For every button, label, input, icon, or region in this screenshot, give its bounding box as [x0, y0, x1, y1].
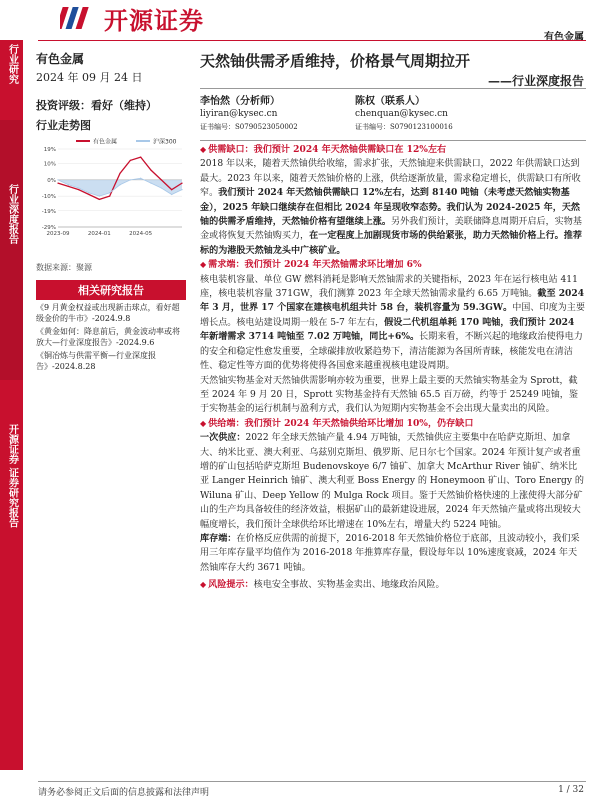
bullet-icon: ◆	[200, 580, 207, 590]
report-subtitle: ——行业深度报告	[487, 74, 584, 88]
y-tick-label: 0%	[47, 177, 56, 184]
data-point	[88, 194, 89, 195]
side-tab-research: 行业研究	[0, 40, 23, 120]
industry-name: 有色金属	[36, 52, 85, 66]
data-point	[181, 183, 182, 184]
trend-chart-title: 行业走势图	[36, 119, 91, 132]
data-point	[161, 187, 162, 188]
y-tick-label: 19%	[43, 147, 56, 153]
author-email[interactable]: liyiran@kysec.cn	[200, 109, 278, 119]
bullet-icon: ◆	[200, 260, 207, 270]
bullet-icon: ◆	[200, 418, 207, 428]
paragraph: 2018 年以来，随着天然铀供给收缩，需求扩张，天然铀迎来供需缺口，2022 年供需缺口达到最大。2023 年以来，随着天然铀价格的上涨，供给逐渐放量，需求稳定增长，供需缺口有所收窄。我们预计 2024 年天然铀供需缺口 12%左右，达到 8140 吨铀（未考虑天然铀实物基金），2025 年缺口继续存在但相比 2024 年呈现收窄态势。我们认为 2024-2025 年，天然铀的供需矛盾维持，天然铀价格有望继续上涨。另外我们预计，美联储降息周期开启后，实物基金或将恢复天然铀购买力，在一定程度上加剧现货市场的供给紧张，助力天然铀价格上行。推荐标的为港股天然铀龙头中广核矿业。	[200, 159, 582, 256]
investment-rating: 投资评级：看好（维持）	[36, 99, 157, 112]
data-point	[109, 192, 110, 193]
report-body	[200, 143, 586, 593]
report-title: 天然铀供需矛盾维持，价格景气周期拉开	[200, 52, 471, 70]
related-reports-header: 相关研究报告	[36, 280, 186, 300]
footer-disclaimer: 请务必参阅正文后面的信息披露和法律声明	[38, 788, 210, 798]
data-point	[99, 199, 100, 200]
author-email[interactable]: chenquan@kysec.cn	[355, 109, 448, 119]
related-report-item[interactable]: 《9 月黄金权益或出现新击球点，看好超级金价的牛市》-2024.9.8	[36, 303, 180, 323]
data-point	[171, 189, 172, 190]
data-point	[99, 196, 100, 197]
section-heading: ◆ 供需缺口：我们预计 2024 年天然铀供需缺口在 12%左右	[200, 144, 447, 155]
y-tick-label: 10%	[43, 161, 56, 168]
side-tab-report-type: 行业深度报告	[0, 120, 23, 380]
related-report-item[interactable]: 《铜冶炼与供需平衡—行业深度报告》-2024.8.28	[36, 351, 156, 371]
data-point	[78, 189, 79, 190]
brand-logo	[60, 2, 240, 34]
section-heading: ◆ 需求端：我们预计 2024 年天然铀需求环比增加 6%	[200, 259, 422, 271]
data-point	[130, 160, 131, 161]
header-divider	[38, 40, 586, 41]
paragraph: 天然铀实物基金对天然铀供需影响亦较为重要，世界上最主要的天然铀实物基金为 Sprott，截至 2024 年 9 月 20 日，Sprott 实物基金持有天然铀 65.5 百万磅，约等于 25249 吨铀，鉴于实物基金的运行机制与盈利方式，我们认为短期内实物基金不会出现大量卖出的风险。	[200, 375, 578, 415]
data-point	[130, 179, 131, 180]
section-heading: ◆ 供给端：我们预计 2024 年天然铀供给环比增加 10%，仍存缺口	[200, 417, 474, 429]
data-point	[88, 192, 89, 193]
data-point	[150, 170, 151, 171]
data-point	[181, 189, 182, 190]
author-cert: 证书编号：S0790523050002	[200, 123, 298, 131]
title-divider	[200, 88, 586, 89]
y-tick-label: -10%	[41, 194, 56, 201]
header-category: 有色金属	[544, 32, 584, 43]
paragraph: 库存端：在价格反应供需的前提下，2016-2018 年天然铀价格位于底部，且波动较小，我们采用三年库存量平均值作为 2016-2018 年推算库存量，假设每年以 10%速度衰减，2024 年天然铀库存大约 3671 吨铀。	[200, 532, 580, 573]
data-point	[78, 187, 79, 188]
data-point	[68, 184, 69, 185]
footer-divider	[38, 781, 586, 782]
legend-label: 沪深300	[153, 138, 177, 146]
legend-label: 有色金属	[93, 138, 118, 146]
side-tab-brand: 开源证券 证券研究报告	[0, 380, 23, 770]
x-tick-label: 2024-05	[129, 231, 153, 237]
author-card	[355, 95, 453, 134]
author-cert: 证书编号：S0790123100016	[355, 123, 453, 131]
author-name: 李怡然（分析师）	[200, 96, 280, 107]
x-tick-label: 2023-09	[46, 231, 70, 237]
related-report-item[interactable]: 《黄金如何：降息前后，黄金波动率或将放大—行业深度报告》-2024.9.6	[36, 327, 180, 347]
author-card	[200, 95, 298, 134]
data-point	[171, 194, 172, 195]
author-divider	[200, 140, 586, 141]
y-tick-label: -29%	[41, 225, 56, 231]
risk-note: ◆ 风险提示：核电安全事故、实物基金卖出、地缘政治风险。	[200, 579, 445, 591]
related-reports-list	[36, 302, 186, 374]
bullet-icon: ◆	[200, 145, 207, 154]
report-date: 2024 年 09 月 24 日	[36, 71, 143, 84]
data-point	[140, 178, 141, 179]
data-point	[161, 179, 162, 180]
data-point	[57, 183, 58, 184]
y-tick-label: -19%	[41, 208, 56, 215]
data-point	[119, 173, 120, 174]
data-point	[119, 184, 120, 185]
chart-source: 数据来源：聚源	[36, 263, 92, 272]
data-point	[109, 196, 110, 197]
brand-name: 开源证券	[104, 6, 204, 35]
report-meta	[36, 50, 186, 133]
author-name: 陈权（联系人）	[355, 96, 425, 107]
page-number: 1 / 32	[558, 785, 584, 795]
data-point	[68, 186, 69, 187]
logo-mark-icon	[60, 3, 100, 33]
trend-chart	[36, 135, 186, 245]
paragraph: 一次供应：2022 年全球天然铀产量 4.94 万吨铀，天然铀供应主要集中在哈萨克斯坦、加拿大、纳米比亚、澳大利亚、乌兹别克斯坦、俄罗斯、尼日尔七个国家。2024 年预计复产或者重增的矿山包括哈萨克斯坦 Budenovskoye 6/7 铀矿、加拿大 McArthur River 铀矿、纳米比亚 Langer Heinrich 铀矿、澳大利亚 Boss Energy 的 Honeymoon 矿山、Toro Energy 的 Wiluna 矿山、Deep Yellow 的 Mulga Rock 项目。鉴于天然铀价格快速的上涨使得大部分矿山的生产均具备较佳的经济效益，根据矿山的最新建设进展，2024 年天然铀产量或将出现较大幅度增长，我们预计全球供给环比增速在 10%左右，增量大约 5224 吨铀。	[200, 432, 584, 530]
data-point	[140, 157, 141, 158]
data-point	[150, 183, 151, 184]
x-tick-label: 2024-01	[87, 231, 111, 237]
data-point	[57, 179, 58, 180]
paragraph: 核电装机容量、单位 GW 燃料消耗是影响天然铀需求的关键指标，2023 年在运行核电站 411 座，核电装机容量 371GW，我们测算 2023 年全球天然铀需求量约 6.65 万吨铀。截至 2024 年 3 月，世界 17 个国家在建核电机组共计 58 台，装机容量为 59.3GW。中国、印度为主要增长点。核电站建设周期一般在 5-7 年左右，假设二代机组单耗 170 吨铀，我们预计 2024 年新增需求 3714 吨铀至 7.02 万吨铀，同比+6%。长期来看，不断兴起的地缘政治使得电力的安全和稳定性愈发重要，全球碳排放收紧趋势下，清洁能源为各国所青睐，核能发电在清洁性、稳定性等方面的优势将使得各国愈来越重视核电建设周期。	[200, 274, 585, 372]
